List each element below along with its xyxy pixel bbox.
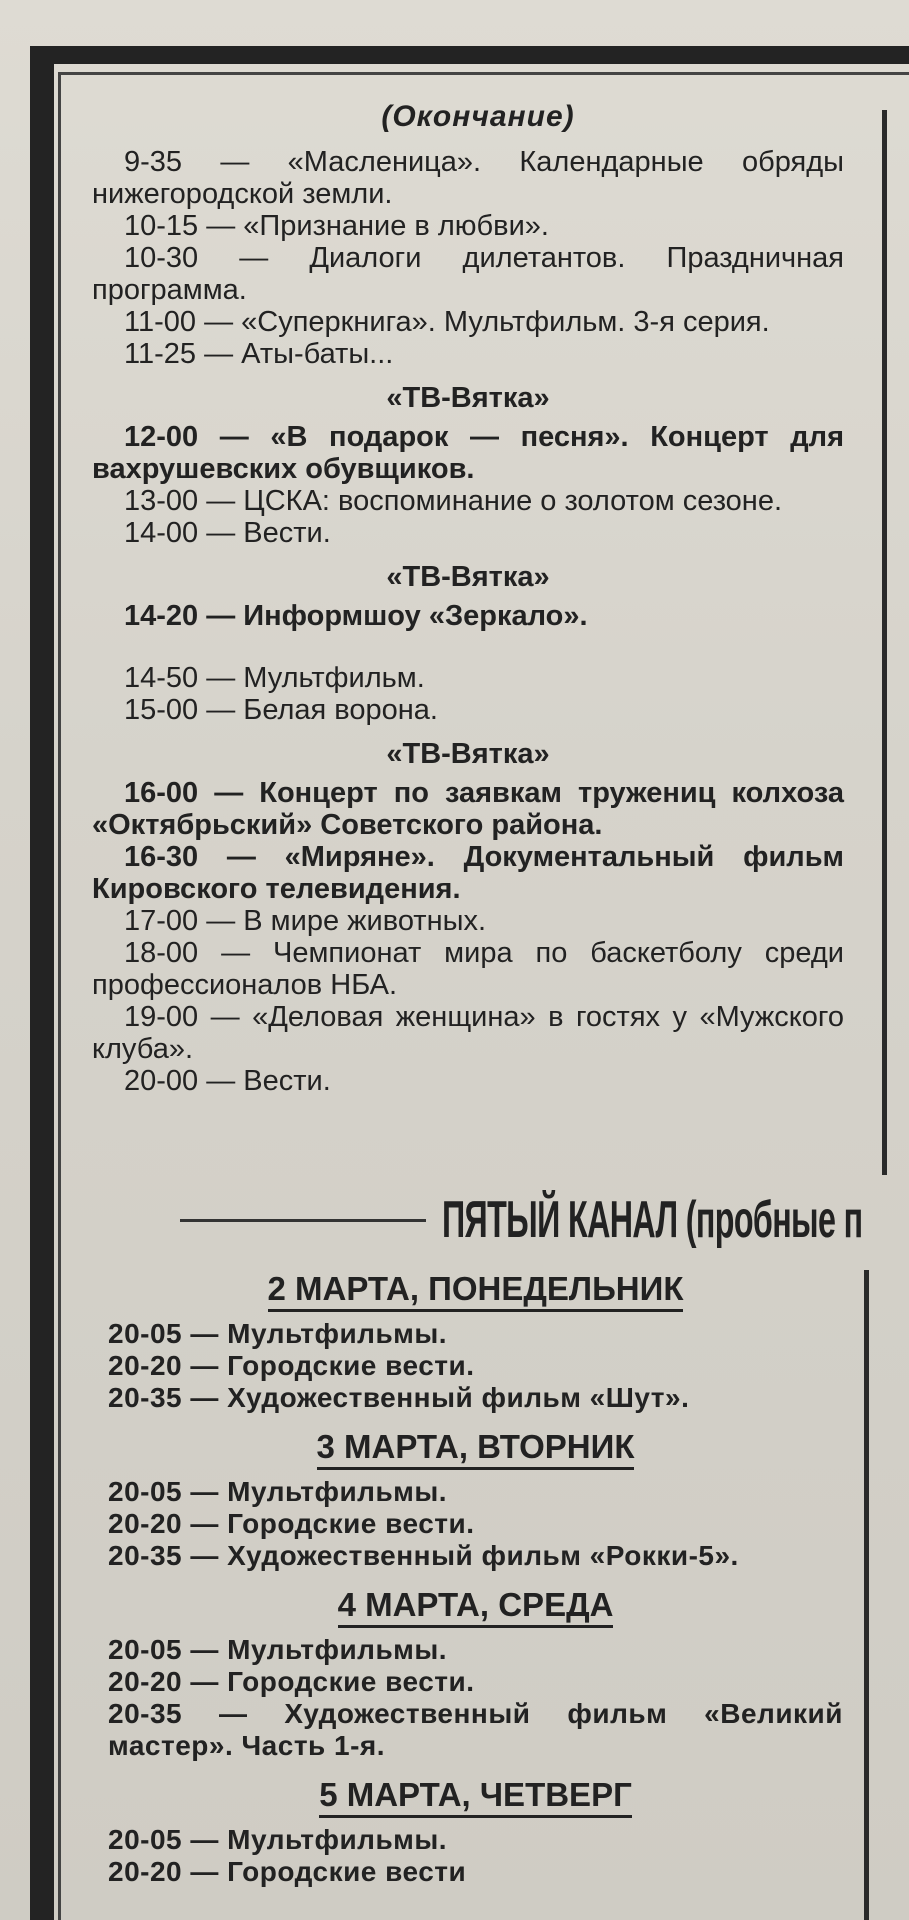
frame-inner-top-rule bbox=[58, 72, 909, 75]
continuation-label: (Окончание) bbox=[381, 100, 575, 133]
program-item: 16-00 — Концерт по заявкам тружениц колхоза «Октябрьский» Советского района. bbox=[92, 777, 844, 841]
program-item: 20-00 — Вести. bbox=[124, 1065, 331, 1097]
program-item: 20-20 — Городские вести. bbox=[108, 1508, 475, 1539]
program-item: 13-00 — ЦСКА: воспоминание о золотом сезоне. bbox=[124, 485, 783, 517]
channel-heading: «ТВ-Вятка» bbox=[386, 738, 550, 770]
day-heading bbox=[108, 1586, 843, 1624]
program-item: 20-35 — Художественный фильм «Великий мастер». Часть 1-я. bbox=[108, 1698, 843, 1761]
program-item: 20-20 — Городские вести. bbox=[108, 1350, 475, 1381]
program-item: 11-25 — Аты-баты... bbox=[124, 338, 394, 370]
day-heading bbox=[108, 1776, 843, 1814]
schedule-list bbox=[92, 146, 844, 1097]
program-item: 20-35 — Художественный фильм «Шут». bbox=[108, 1382, 690, 1413]
program-item: 10-15 — «Признание в любви». bbox=[124, 210, 549, 242]
fifth-channel-header bbox=[180, 1190, 909, 1250]
program-item: 9-35 — «Масленица». Календарные обряды нижегородской земли. bbox=[92, 146, 844, 210]
day-heading bbox=[108, 1428, 843, 1466]
program-item: 17-00 — В мире животных. bbox=[124, 905, 487, 937]
program-item: 20-05 — Мультфильмы. bbox=[108, 1476, 448, 1507]
frame-top-border bbox=[30, 46, 909, 64]
channel-heading: «ТВ-Вятка» bbox=[386, 382, 550, 414]
program-item: 14-20 — Информшоу «Зеркало». bbox=[124, 600, 588, 632]
program-item: 11-00 — «Суперкнига». Мультфильм. 3-я серия. bbox=[124, 306, 770, 338]
day-block bbox=[108, 1270, 843, 1414]
program-item: 20-20 — Городские вести. bbox=[108, 1666, 475, 1697]
program-item: 12-00 — «В подарок — песня». Концерт для вахрушевских обувщиков. bbox=[92, 421, 844, 485]
program-item: 18-00 — Чемпионат мира по баскетболу среди профессионалов НБА. bbox=[92, 937, 844, 1001]
program-item: 10-30 — Диалоги дилетантов. Праздничная программа. bbox=[92, 242, 844, 306]
day-heading-text: 3 МАРТА, ВТОРНИК bbox=[317, 1428, 635, 1470]
program-item: 20-05 — Мультфильмы. bbox=[108, 1634, 448, 1665]
program-item: 15-00 — Белая ворона. bbox=[124, 694, 438, 726]
fifth-channel-title: ПЯТЫЙ КАНАЛ (пробные п bbox=[442, 1191, 863, 1249]
header-rule-line bbox=[180, 1219, 426, 1222]
day-heading-text: 4 МАРТА, СРЕДА bbox=[338, 1586, 614, 1628]
column-divider-rule-lower bbox=[864, 1270, 869, 1920]
day-heading bbox=[108, 1270, 843, 1308]
frame-inner-left-rule bbox=[58, 72, 61, 1920]
frame-left-border bbox=[30, 46, 54, 1920]
program-item: 20-20 — Городские вести bbox=[108, 1856, 467, 1887]
program-item: 19-00 — «Деловая женщина» в гостях у «Мужского клуба». bbox=[92, 1001, 844, 1065]
program-item: 14-50 — Мультфильм. bbox=[124, 662, 425, 694]
program-item: 20-35 — Художественный фильм «Рокки-5». bbox=[108, 1540, 739, 1571]
program-item: 20-05 — Мультфильмы. bbox=[108, 1824, 448, 1855]
day-block bbox=[108, 1586, 843, 1762]
day-block bbox=[108, 1428, 843, 1572]
fifth-channel-days bbox=[108, 1270, 843, 1902]
tv-schedule-column bbox=[92, 100, 844, 1097]
day-heading-text: 5 МАРТА, ЧЕТВЕРГ bbox=[319, 1776, 632, 1818]
program-item: 20-05 — Мультфильмы. bbox=[108, 1318, 448, 1349]
day-block bbox=[108, 1776, 843, 1888]
spacer bbox=[92, 632, 844, 662]
column-divider-rule bbox=[882, 110, 887, 1175]
program-item: 16-30 — «Миряне». Документальный фильм Кировского телевидения. bbox=[92, 841, 844, 905]
program-item: 14-00 — Вести. bbox=[124, 517, 331, 549]
day-heading-text: 2 МАРТА, ПОНЕДЕЛЬНИК bbox=[268, 1270, 684, 1312]
channel-heading: «ТВ-Вятка» bbox=[386, 561, 550, 593]
